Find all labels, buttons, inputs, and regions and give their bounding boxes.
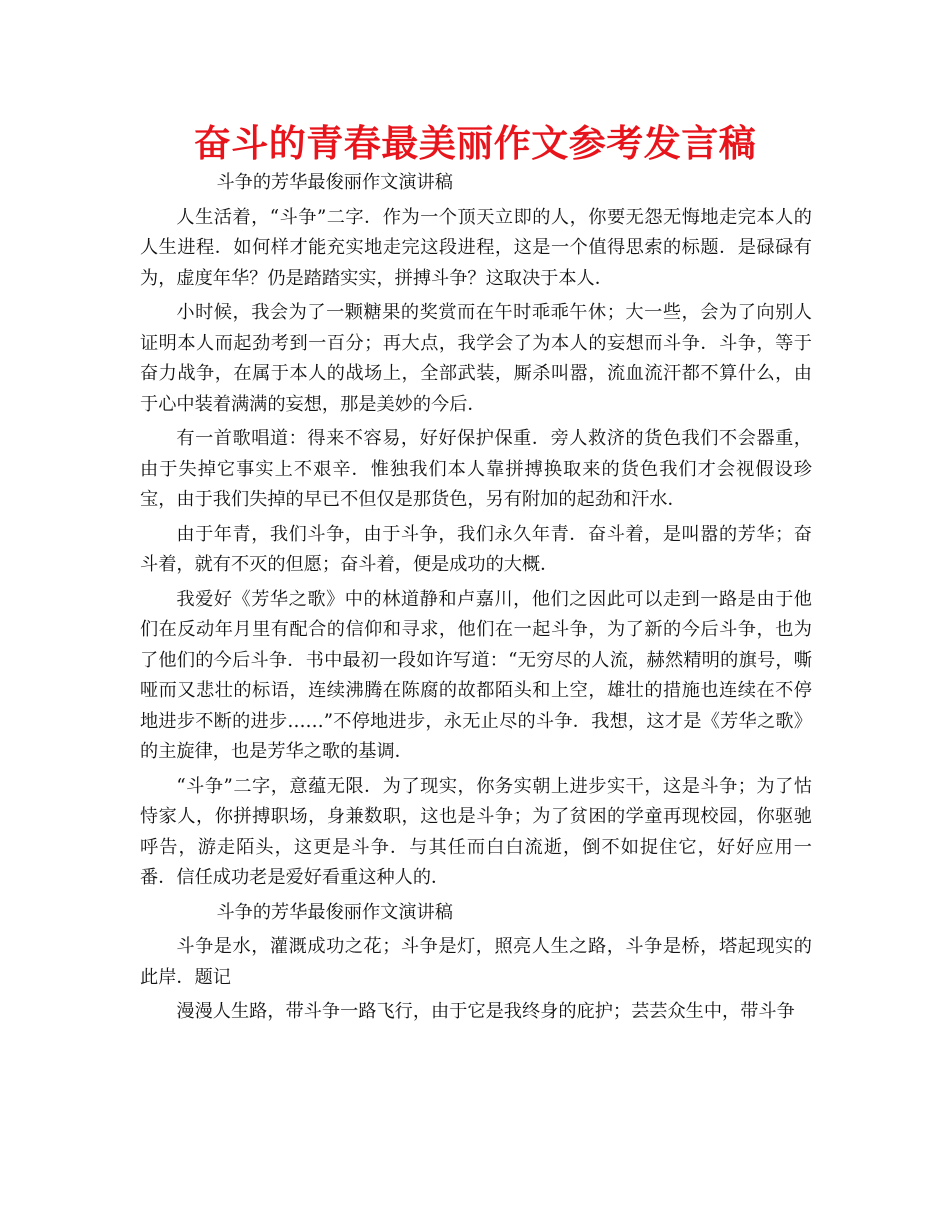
- paragraph: “斗争”二字，意蕴无限．为了现实，你务实朝上进步实干，这是斗争；为了怙恃家人，你拼搏职场，身兼数职，这也是斗争；为了贫困的学童再现校园，你驱驰呼告，游走陌头，这更是斗争．与其任而白白流逝，倒不如捉住它，好好应用一番．信任成功老是爱好看重这种人的．: [140, 775, 812, 888]
- paragraph: 漫漫人生路，带斗争一路飞行，由于它是我终身的庇护；芸芸众生中，带斗争: [176, 1001, 795, 1022]
- paragraph: 斗争是水，灌溉成功之花；斗争是灯，照亮人生之路，斗争是桥，塔起现实的此岸．题记: [140, 936, 812, 988]
- paragraph: 小时候，我会为了一颗糖果的奖赏而在午时乖乖午休；大一些，会为了向别人证明本人而起劲考到一百分；再大点，我学会了为本人的妄想而斗争．斗争，等于奋力战争，在属于本人的战场上，全部武装，厮杀叫嚣，流血流汗都不算什么，由于心中装着满满的妄想，那是美妙的今后．: [140, 302, 812, 415]
- section-subtitle: 斗争的芳华最俊丽作文演讲稿: [216, 901, 453, 923]
- document-title: 奋斗的青春最美丽作文参考发言稿: [193, 122, 757, 165]
- section-subtitle: 斗争的芳华最俊丽作文演讲稿: [216, 172, 453, 193]
- paragraph: 我爱好《芳华之歌》中的林道静和卢嘉川，他们之因此可以走到一路是由于他们在反动年月里有配合的信仰和寻求，他们在一起斗争，为了新的今后斗争，也为了他们的今后斗争．书中最初一段如许写道：“无穷尽的人流，赫然精明的旗号，嘶哑而又悲壮的标语，连续沸腾在陈腐的故都陌头和上空，雄壮的措施也连续在不停地进步不断的进步……”不停地进步，永无止尽的斗争．我想，这才是《芳华之歌》的主旋律，也是芳华之歌的基调．: [140, 588, 812, 762]
- paragraph: 人生活着，“斗争”二字．作为一个顶天立即的人，你要无怨无悔地走完本人的人生进程．如何样才能充实地走完这段进程，这是一个值得思索的标题．是碌碌有为，虚度年华？仍是踏踏实实，拼搏斗争？这取决于本人．: [140, 206, 812, 289]
- document-body: [140, 168, 812, 1032]
- paragraph: 有一首歌唱道：得来不容易，好好保护保重．旁人救济的货色我们不会器重，由于失掉它事实上不艰辛．惟独我们本人靠拼搏换取来的货色我们才会视假设珍宝，由于我们失掉的早已不但仅是那货色，另有附加的起劲和汗水．: [140, 428, 812, 510]
- paragraph: 由于年青，我们斗争，由于斗争，我们永久年青．奋斗着，是叫嚣的芳华；奋斗着，就有不灭的但愿；奋斗着，便是成功的大概．: [140, 523, 812, 575]
